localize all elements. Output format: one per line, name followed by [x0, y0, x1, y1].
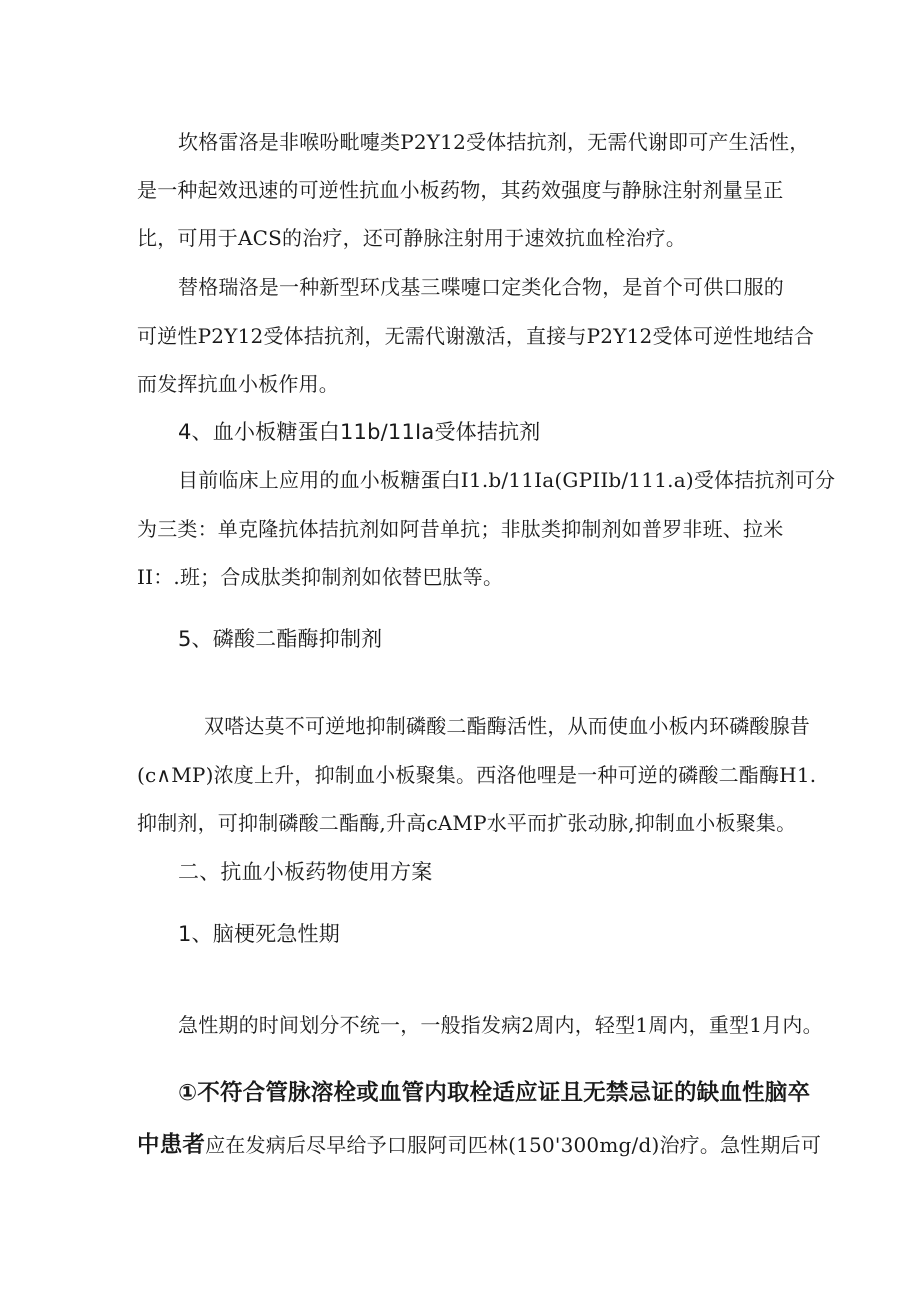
- paragraph-ticagrelor-line-3: 而发挥抗血小板作用。: [137, 372, 339, 396]
- recommendation-emphasis: 中患者: [137, 1132, 206, 1158]
- paragraph-cangrelor-line-3: 比，可用于ACS的治疗，还可静脉注射用于速效抗血栓治疗。: [137, 226, 687, 250]
- paragraph-pde-line-2: (c∧MP)浓度上升，抑制血小板聚集。西洛他哩是一种可逆的磷酸二酯酶H1.: [137, 763, 817, 787]
- paragraph-acute-phase: 急性期的时间划分不统一，一般指发病2周内，轻型1周内，重型1月内。: [178, 1013, 823, 1037]
- paragraph-gp-line-2: 为三类：单克隆抗体拮抗剂如阿昔单抗；非肽类抑制剂如普罗非班、拉米: [137, 517, 784, 541]
- heading-section-4: 4、血小板糖蛋白11b∕11Ia受体拮抗剂: [178, 420, 541, 444]
- paragraph-ticagrelor-line-1: 替格瑞洛是一种新型环戊基三喋嚏口定类化合物，是首个可供口服的: [178, 275, 784, 299]
- paragraph-pde-line-1: 双嗒达莫不可逆地抑制磷酸二酯酶活性，从而使血小板内环磷酸腺昔: [204, 714, 810, 738]
- paragraph-recommendation-line-1: ①不符合管脉溶栓或血管内取栓适应证且无禁忌证的缺血性脑卒: [178, 1080, 811, 1106]
- heading-section-5: 5、磷酸二酯酶抑制剂: [178, 627, 383, 651]
- paragraph-ticagrelor-line-2: 可逆性P2Y12受体拮抗剂，无需代谢激活，直接与P2Y12受体可逆性地结合: [137, 324, 815, 348]
- paragraph-pde-line-3: 抑制剂，可抑制磷酸二酯酶,升高cAMP水平而扩张动脉,抑制血小板聚集。: [137, 811, 797, 835]
- paragraph-cangrelor-line-1: 坎格雷洛是非喉吩毗嚏类P2Y12受体拮抗剂，无需代谢即可产生活性，: [178, 130, 810, 154]
- heading-subsection-1: 1、脑梗死急性期: [178, 922, 340, 946]
- paragraph-gp-line-1: 目前临床上应用的血小板糖蛋白I1.b∕11Ia(GPIIb∕111.a)受体拮抗剂可分: [178, 468, 836, 492]
- paragraph-cangrelor-line-2: 是一种起效迅速的可逆性抗血小板药物，其药效强度与静脉注射剂量呈正: [137, 178, 784, 202]
- heading-part-2: 二、抗血小板药物使用方案: [178, 860, 433, 884]
- paragraph-recommendation-line-2: [137, 1131, 821, 1159]
- recommendation-text: 应在发病后尽早给予口服阿司匹林(150'300mg∕d)治疗。急性期后可: [205, 1133, 822, 1157]
- paragraph-gp-line-3: II：.班；合成肽类抑制剂如依替巴肽等。: [137, 565, 504, 589]
